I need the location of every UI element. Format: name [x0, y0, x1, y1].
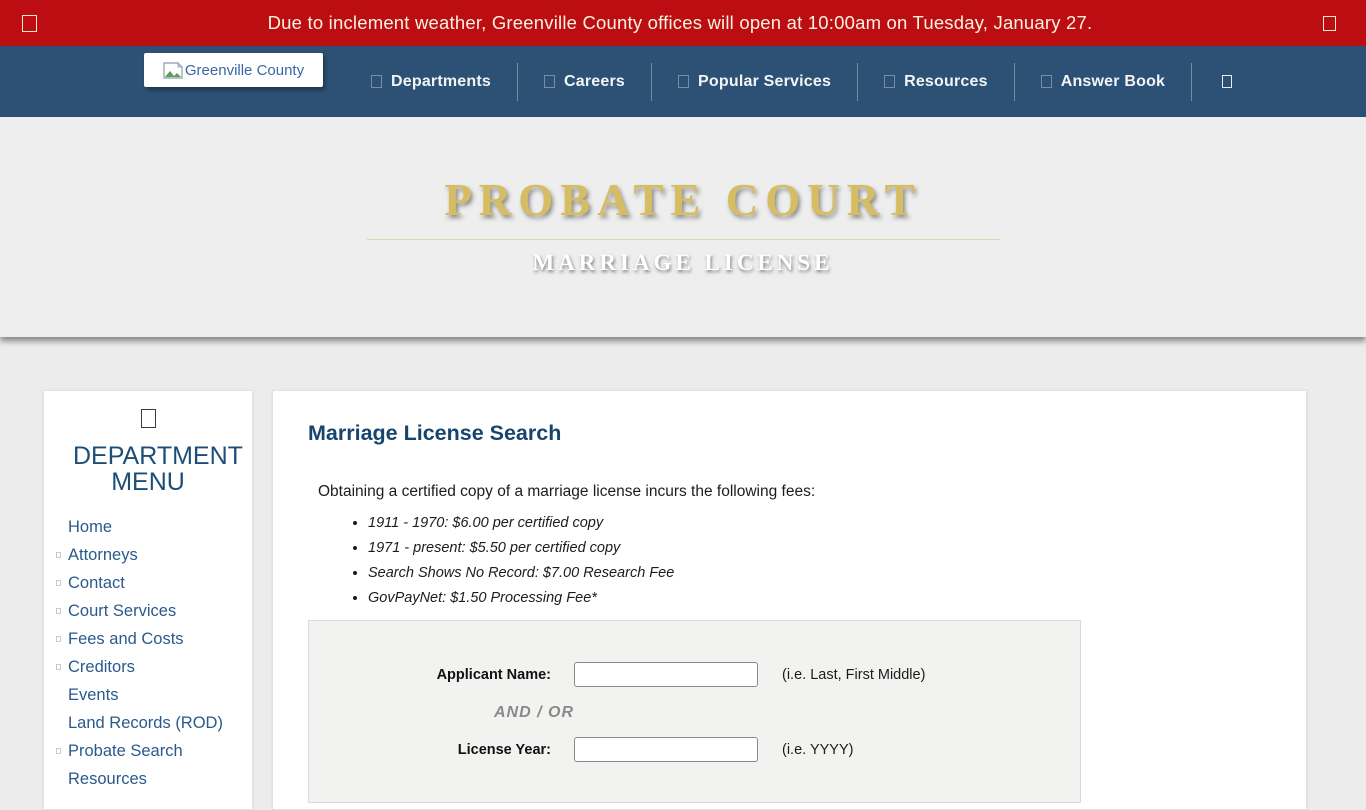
sidebar-item-attorneys[interactable] [68, 546, 252, 565]
answer-book-icon [1041, 75, 1052, 88]
nav-item-answer-book[interactable] [1014, 63, 1191, 101]
nav-search-button[interactable] [1191, 63, 1262, 101]
hero-banner [0, 117, 1366, 337]
fee-item: • GovPayNet: $1.50 Processing Fee* [368, 590, 1306, 606]
sidebar-item-fees-and-costs[interactable] [68, 630, 252, 649]
sidebar-link[interactable]: Home [68, 517, 113, 536]
sidebar-item-probate-search[interactable] [68, 742, 252, 761]
main-navbar [0, 46, 1366, 117]
submenu-marker-icon [56, 748, 61, 754]
county-logo[interactable] [144, 53, 323, 87]
alert-placeholder-icon [22, 15, 37, 32]
sidebar-link[interactable]: Creditors [68, 657, 135, 676]
alert-message: Due to inclement weather, Greenville County offices will open at 10:00am on Tuesday, January 27. [267, 12, 1093, 33]
sidebar-item-land-records[interactable] [68, 714, 252, 733]
nav-label: Popular Services [698, 72, 832, 90]
fee-item: • 1971 - present: $5.50 per certified copy [368, 540, 1306, 556]
close-icon[interactable] [1323, 16, 1336, 31]
logo-label: Greenville County [184, 61, 305, 79]
sidebar-item-home[interactable] [68, 518, 252, 537]
page-title: Marriage License Search [308, 421, 562, 445]
fee-item: • 1911 - 1970: $6.00 per certified copy [368, 515, 1306, 531]
sidebar-link[interactable]: Land Records (ROD) [68, 713, 223, 732]
menu-placeholder-icon [141, 409, 156, 428]
popular-services-icon [678, 75, 689, 88]
fees-intro-text: Obtaining a certified copy of a marriage license incurs the following fees: [318, 483, 816, 500]
applicant-name-row [309, 662, 1080, 687]
submenu-marker-icon [56, 636, 61, 642]
search-icon [1222, 75, 1232, 88]
applicant-name-label: Applicant Name: [436, 666, 551, 683]
sidebar-menu [44, 518, 252, 789]
submenu-marker-icon [56, 664, 61, 670]
license-year-row [309, 737, 1080, 762]
nav-item-careers[interactable] [517, 63, 651, 101]
applicant-name-input[interactable] [574, 662, 758, 687]
fee-item: • Search Shows No Record: $7.00 Research Fee [368, 565, 1306, 581]
nav-menu [345, 63, 1262, 101]
nav-label: Answer Book [1060, 72, 1166, 90]
nav-label: Departments [391, 72, 492, 90]
submenu-marker-icon [56, 608, 61, 614]
submenu-marker-icon [56, 552, 61, 558]
sidebar-link[interactable]: Attorneys [68, 545, 138, 564]
hero-divider [367, 239, 1000, 240]
marriage-license-search-panel [272, 390, 1307, 810]
applicant-name-hint: (i.e. Last, First Middle) [782, 666, 926, 683]
license-year-input[interactable] [574, 737, 758, 762]
license-year-label: License Year: [457, 741, 551, 758]
sidebar-link[interactable]: Events [68, 685, 119, 704]
sidebar-item-creditors[interactable] [68, 658, 252, 677]
nav-item-departments[interactable] [345, 63, 517, 101]
nav-label: Resources [904, 72, 988, 90]
sidebar-item-resources[interactable] [68, 770, 252, 789]
sidebar-link[interactable]: Contact [68, 573, 125, 592]
sidebar-item-court-services[interactable] [68, 602, 252, 621]
nav-item-popular-services[interactable] [651, 63, 857, 101]
sidebar-link[interactable]: Court Services [68, 601, 177, 620]
and-or-connector: AND / OR [494, 704, 574, 721]
nav-item-resources[interactable] [857, 63, 1014, 101]
sidebar-link[interactable]: Resources [68, 769, 147, 788]
hero-title: PROBATE COURT [444, 175, 922, 225]
sidebar-link[interactable]: Fees and Costs [68, 629, 184, 648]
marriage-license-search-form [308, 620, 1081, 803]
submenu-marker-icon [56, 580, 61, 586]
resources-icon [884, 75, 895, 88]
sidebar-item-events[interactable] [68, 686, 252, 705]
broken-image-icon [163, 62, 183, 79]
sidebar-title: DEPARTMENT MENU [73, 442, 243, 497]
nav-label: Careers [564, 72, 626, 90]
departments-icon [371, 75, 382, 88]
fee-list [368, 515, 1306, 606]
weather-alert-banner [0, 0, 1366, 46]
sidebar-link[interactable]: Probate Search [68, 741, 183, 760]
license-year-hint: (i.e. YYYY) [782, 741, 854, 758]
sidebar-item-contact[interactable] [68, 574, 252, 593]
hero-subtitle: MARRIAGE LICENSE [532, 250, 834, 275]
page-content [0, 337, 1366, 810]
department-menu-panel [43, 390, 253, 810]
careers-icon [544, 75, 555, 88]
